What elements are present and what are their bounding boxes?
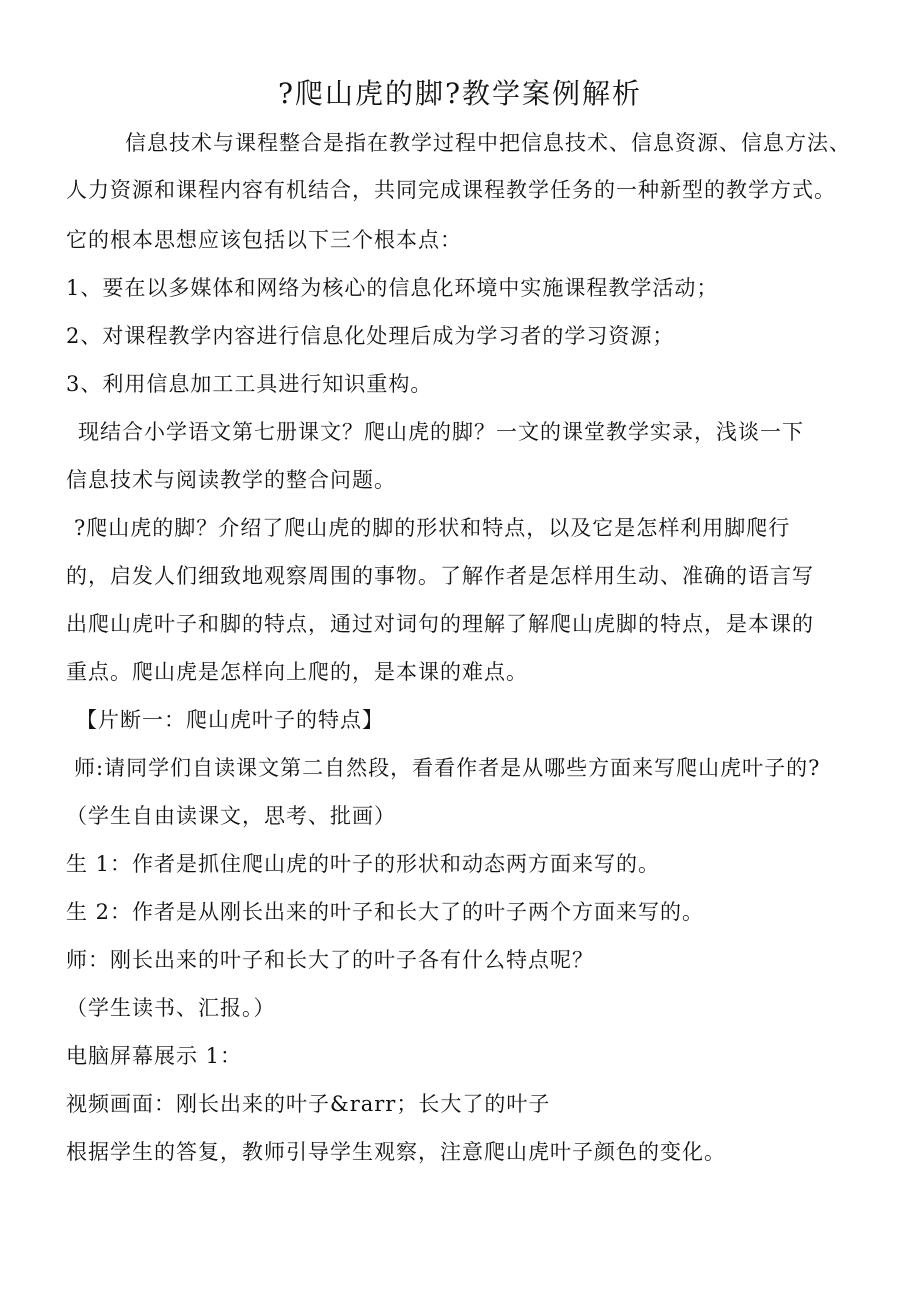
list-item-1: 1、要在以多媒体和网络为核心的信息化环境中实施课程教学活动； xyxy=(66,276,719,300)
paragraph-line-6: ?爬山虎的脚？介绍了爬山虎的脚的形状和特点，以及它是怎样利用脚爬行 xyxy=(74,516,791,540)
paragraph-line-9: 重点。爬山虎是怎样向上爬的，是本课的难点。 xyxy=(66,660,528,684)
document-title: ?爬山虎的脚?教学案例解析 xyxy=(277,77,643,110)
teacher-line-1: 师:请同学们自读课文第二自然段，看看作者是从哪些方面来写爬山虎叶子的? xyxy=(74,756,821,780)
paragraph-line-5: 信息技术与阅读教学的整合问题。 xyxy=(66,468,396,492)
teacher-line-2: 师：刚长出来的叶子和长大了的叶子各有什么特点呢？ xyxy=(66,948,594,972)
paragraph-line-10: 根据学生的答复，教师引导学生观察，注意爬山虎叶子颜色的变化。 xyxy=(66,1140,726,1164)
paragraph-line-3: 它的根本思想应该包括以下三个根本点： xyxy=(66,228,462,252)
paragraph-line-1: 信息技术与课程整合是指在教学过程中把信息技术、信息资源、信息方法、 xyxy=(125,131,851,155)
list-item-3: 3、利用信息加工工具进行知识重构。 xyxy=(66,372,433,396)
paragraph-line-7: 的，启发人们细致地观察周围的事物。了解作者是怎样用生动、准确的语言写 xyxy=(66,564,814,588)
stage-direction-1: （学生自由读课文，思考、批画） xyxy=(66,804,396,828)
paragraph-line-4: 现结合小学语文第七册课文？爬山虎的脚？一文的课堂教学实录，浅谈一下 xyxy=(78,420,804,444)
stage-direction-2: （学生读书、汇报。） xyxy=(66,996,276,1020)
student-line-1: 生 1：作者是抓住爬山虎的叶子的形状和动态两方面来写的。 xyxy=(66,852,661,876)
section-heading: 【片断一：爬山虎叶子的特点】 xyxy=(76,708,384,732)
student-line-2: 生 2：作者是从刚长出来的叶子和长大了的叶子两个方面来写的。 xyxy=(66,900,705,924)
list-item-2: 2、对课程教学内容进行信息化处理后成为学习者的学习资源； xyxy=(66,324,675,348)
paragraph-line-2: 人力资源和课程内容有机结合，共同完成课程教学任务的一种新型的教学方式。 xyxy=(66,178,836,202)
paragraph-line-8: 出爬山虎叶子和脚的特点，通过对词句的理解了解爬山虎脚的特点，是本课的 xyxy=(66,612,814,636)
screen-display-label: 电脑屏幕展示 1： xyxy=(66,1044,243,1068)
video-caption: 视频画面：刚长出来的叶子&rarr；长大了的叶子 xyxy=(66,1092,551,1116)
